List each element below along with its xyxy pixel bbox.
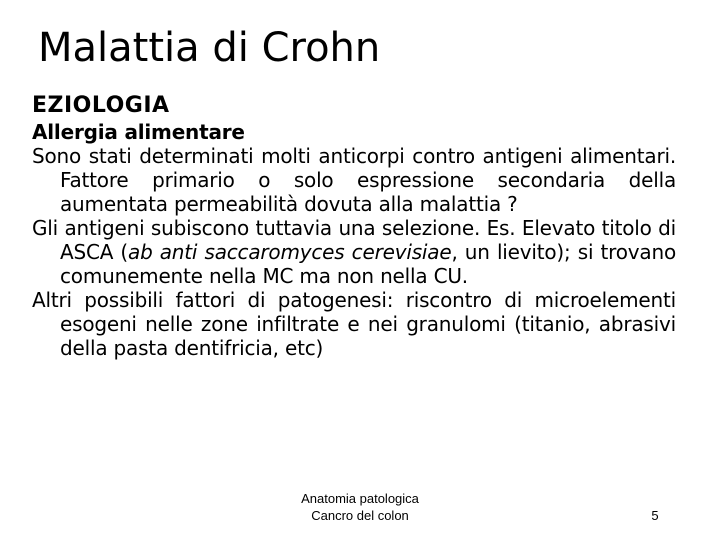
footer-line-2: Cancro del colon: [311, 508, 409, 523]
footer: [240, 490, 480, 524]
section-heading: EZIOLOGIA: [32, 93, 170, 118]
paragraph-antigens-text-b: , un lievito); si trovano comunemente nella MC ma non nella CU.: [60, 240, 676, 288]
paragraph-antigens: [32, 216, 676, 288]
footer-line-1: Anatomia patologica: [301, 491, 419, 506]
paragraph-antigens-text-a: Gli antigeni subiscono tuttavia una selezione. Es. Elevato titolo di ASCA (: [32, 216, 676, 264]
slide-body: [32, 92, 676, 360]
page-number: 5: [651, 508, 659, 523]
paragraph-antigens-italic: ab anti saccaromyces cerevisiae: [128, 240, 452, 264]
paragraph-antibodies: Sono stati determinati molti anticorpi contro antigeni alimentari. Fattore primario o solo espressione secondaria della aumentata permeabilità dovuta alla malattia ?: [32, 144, 676, 216]
subheading: Allergia alimentare: [32, 120, 245, 144]
slide-title: Malattia di Crohn: [38, 25, 381, 71]
paragraph-pathogenesis: Altri possibili fattori di patogenesi: riscontro di microelementi esogeni nelle zone infiltrate e nei granulomi (titanio, abrasivi della pasta dentifricia, etc): [32, 288, 676, 360]
